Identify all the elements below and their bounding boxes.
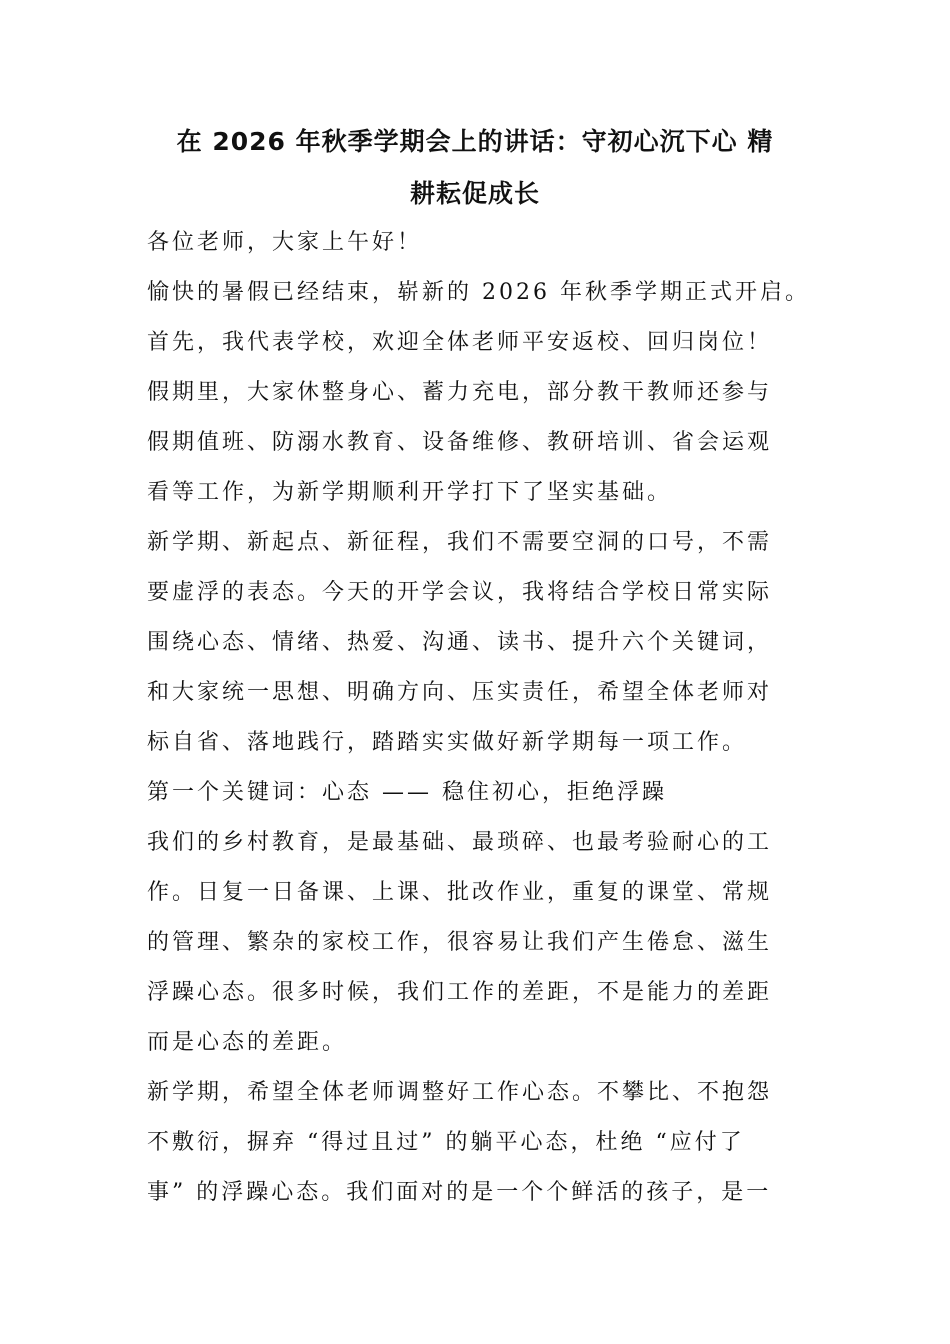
title-line: 在 2026 年秋季学期会上的讲话：守初心沉下心 精 [176, 127, 774, 156]
body-line: 浮躁心态。很多时候，我们工作的差距，不是能力的差距 [147, 980, 773, 1005]
document-body [147, 218, 817, 1218]
body-line: 假期值班、防溺水教育、设备维修、教研培训、省会运观 [147, 430, 773, 455]
body-line: 我们的乡村教育，是最基础、最琐碎、也最考验耐心的工 [147, 830, 773, 855]
title-line: 耕耘促成长 [409, 179, 540, 208]
body-line: 围绕心态、情绪、热爱、沟通、读书、提升六个关键词， [147, 630, 773, 655]
body-line: 要虚浮的表态。今天的开学会议，我将结合学校日常实际 [147, 580, 773, 605]
body-line: 新学期，希望全体老师调整好工作心态。不攀比、不抱怨 [147, 1080, 773, 1105]
body-line: 各位老师，大家上午好！ [147, 230, 423, 255]
body-line: 而是心态的差距。 [147, 1030, 348, 1055]
body-line: 首先，我代表学校，欢迎全体老师平安返校、回归岗位！ [147, 330, 773, 355]
body-line: 的管理、繁杂的家校工作，很容易让我们产生倦怠、滋生 [147, 930, 773, 955]
section-heading: 第一个关键词：心态 —— 稳住初心，拒绝浮躁 [147, 780, 667, 805]
body-line: 看等工作，为新学期顺利开学打下了坚实基础。 [147, 480, 673, 505]
body-line: 事” 的浮躁心态。我们面对的是一个个鲜活的孩子，是一 [147, 1180, 772, 1205]
body-line: 和大家统一思想、明确方向、压实责任，希望全体老师对 [147, 680, 773, 705]
document-title [120, 116, 830, 220]
body-line: 作。日复一日备课、上课、批改作业，重复的课堂、常规 [147, 880, 773, 905]
body-line: 假期里，大家休整身心、蓄力充电，部分教干教师还参与 [147, 380, 773, 405]
body-line: 愉快的暑假已经结束，崭新的 2026 年秋季学期正式开启。 [147, 280, 810, 305]
body-line: 不敷衍，摒弃 “得过且过” 的躺平心态，杜绝 “应付了 [147, 1130, 745, 1155]
body-line: 新学期、新起点、新征程，我们不需要空洞的口号，不需 [147, 530, 773, 555]
body-line: 标自省、落地践行，踏踏实实做好新学期每一项工作。 [147, 730, 748, 755]
